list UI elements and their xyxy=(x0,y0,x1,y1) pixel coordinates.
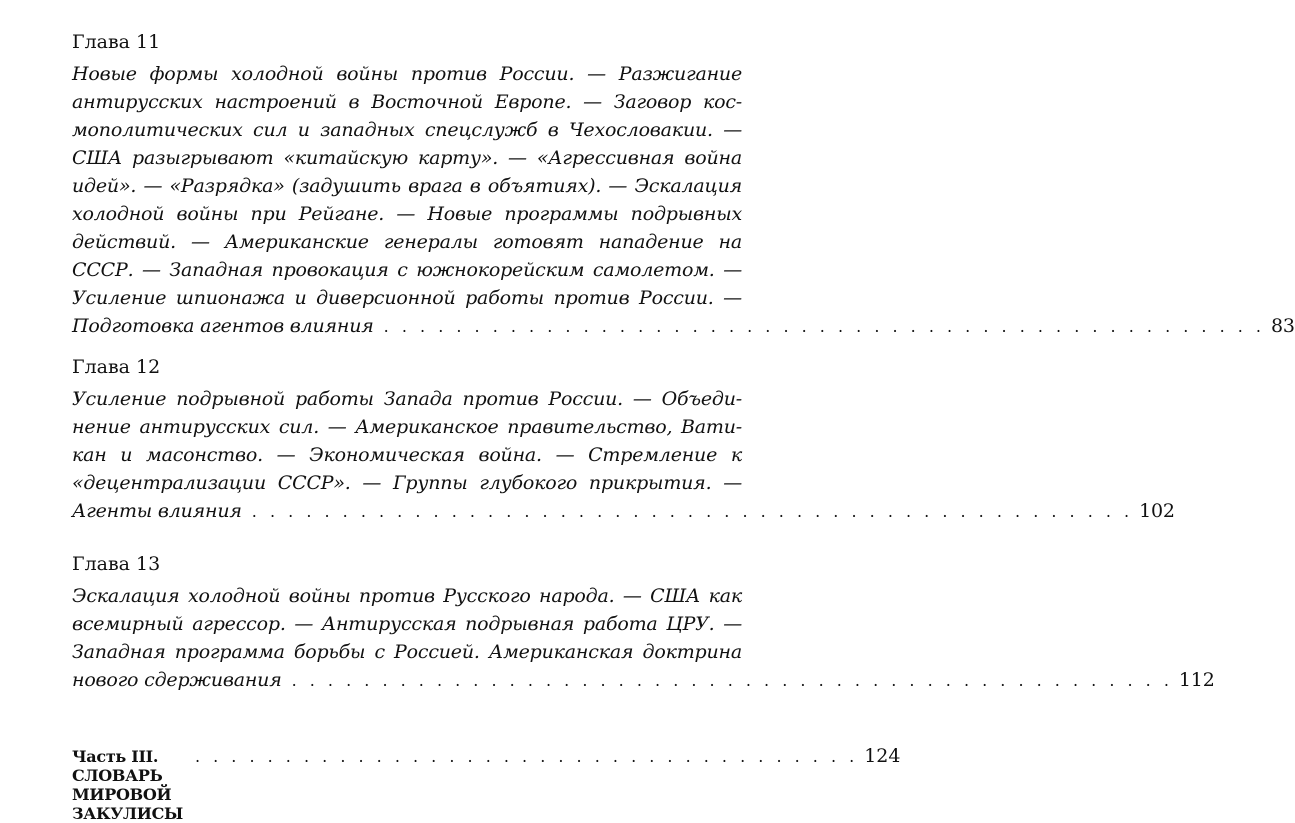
summary-line: Новые формы холодной войны против России. — Разжигание xyxy=(72,63,742,85)
page-number: 112 xyxy=(1178,669,1215,691)
dot-leader: . . . . . . . . . . . . . . . . . . . . . . . . . . . . . . . . . . . . . . . . . . . . . . . . . xyxy=(383,317,1266,336)
dot-leader: . . . . . . . . . . . . . . . . . . . . . . . . . . . . . . . . . . . . . xyxy=(194,747,859,766)
summary-line: «децентрализации СССР». — Группы глубокого прикрытия. — xyxy=(72,472,742,494)
page-number: 102 xyxy=(1139,500,1175,522)
summary-line: мополитических сил и западных спецслужб в Чехословакии. — xyxy=(72,119,742,141)
summary-line: антирусских настроений в Восточной Европе. — Заговор кос- xyxy=(72,91,742,113)
summary-last-line: нового сдерживания xyxy=(72,669,282,691)
summary-line: Усиление шпионажа и диверсионной работы против России. — xyxy=(72,287,742,309)
summary-line: холодной войны при Рейгане. — Новые программы подрывных xyxy=(72,203,742,225)
chapter-12 xyxy=(72,355,1175,526)
summary-line: нение антирусских сил. — Американское правительство, Вати- xyxy=(72,416,742,438)
chapter-title: Глава 11 xyxy=(72,31,161,53)
summary-line: Усиление подрывной работы Запада против России. — Объеди- xyxy=(72,388,742,410)
summary-line: США разыгрывают «китайскую карту». — «Агрессивная война xyxy=(72,147,742,169)
chapter-title: Глава 12 xyxy=(72,356,161,378)
summary-line: кан и масонство. — Экономическая война. — Стремление к xyxy=(72,444,742,466)
summary-line: всемирный агрессор. — Антирусская подрывная работа ЦРУ. — xyxy=(72,613,742,635)
summary-line: Западная программа борьбы с Россией. Американская доктрина xyxy=(72,641,742,663)
chapter-summary xyxy=(72,60,1295,341)
toc-entry-line xyxy=(72,312,1295,341)
chapter-11 xyxy=(72,30,1295,341)
page-number: 83 xyxy=(1271,315,1295,337)
summary-line: действий. — Американские генералы готовят нападение на xyxy=(72,231,742,253)
summary-last-line: Подготовка агентов влияния xyxy=(72,315,374,337)
part-title: Часть III. СЛОВАРЬ МИРОВОЙ ЗАКУЛИСЫ xyxy=(72,747,183,823)
chapter-title: Глава 13 xyxy=(72,553,161,575)
dot-leader: . . . . . . . . . . . . . . . . . . . . . . . . . . . . . . . . . . . . . . . . . . . . . . . . . xyxy=(251,502,1134,521)
summary-line: Эскалация холодной войны против Русского народа. — США как xyxy=(72,585,742,607)
toc-entry-line xyxy=(72,497,1175,526)
toc-entry-line xyxy=(72,666,1215,695)
part-3-entry xyxy=(72,745,901,823)
dot-leader: . . . . . . . . . . . . . . . . . . . . . . . . . . . . . . . . . . . . . . . . . . . . . . . . . xyxy=(291,671,1173,690)
summary-line: СССР. — Западная провокация с южнокорейским самолетом. — xyxy=(72,259,742,281)
chapter-summary xyxy=(72,582,1215,695)
chapter-summary xyxy=(72,385,1175,526)
page-number: 124 xyxy=(864,745,901,767)
chapter-13 xyxy=(72,552,1215,695)
summary-last-line: Агенты влияния xyxy=(72,500,242,522)
summary-line: идей». — «Разрядка» (задушить врага в объятиях). — Эскалация xyxy=(72,175,742,197)
